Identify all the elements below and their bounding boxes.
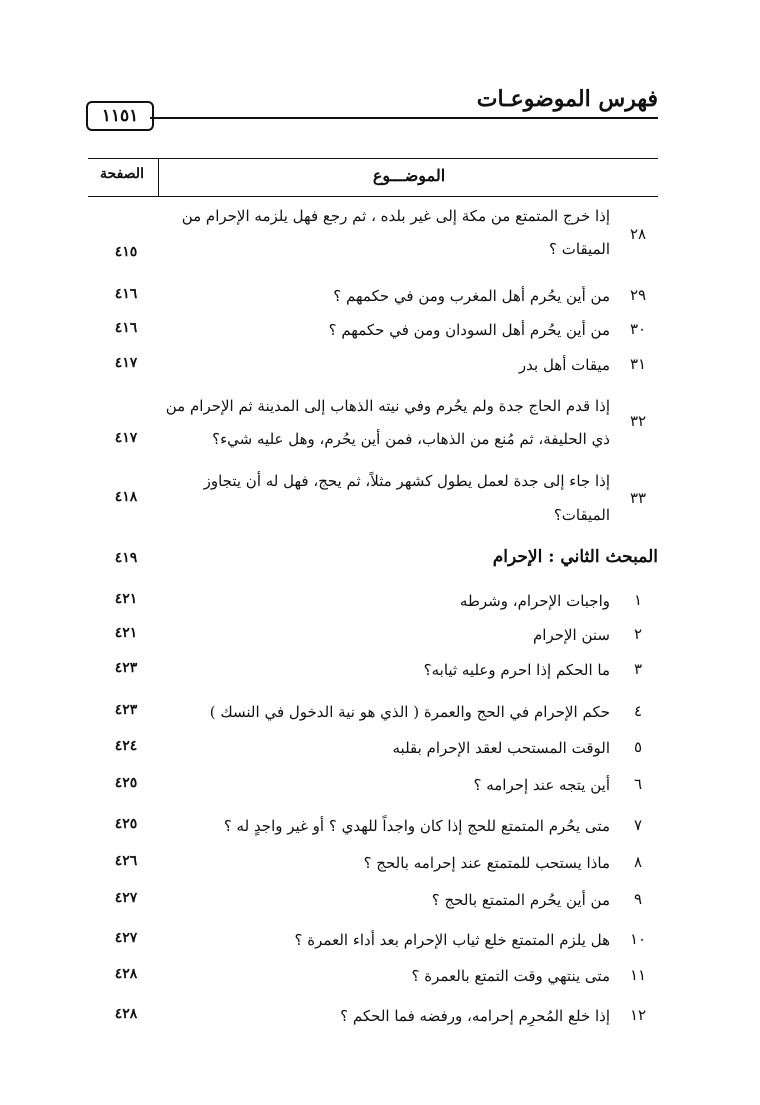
row-text-line: الميقات؟ bbox=[553, 506, 610, 524]
row-number: ٥ bbox=[633, 738, 643, 756]
row-number: ٨ bbox=[633, 853, 643, 871]
row-text: حكم الإحرام في الحج والعمرة ( الذي هو نية الدخول في النسك ) bbox=[209, 703, 610, 721]
row-text: إذا خلع المُحرِم إحرامه، ورفضه فما الحكم ؟ bbox=[340, 1007, 610, 1025]
row-number: ٣ bbox=[633, 660, 643, 678]
section-page: ٤١٩ bbox=[114, 550, 138, 566]
row-text-line: إذا خرج المتمتع من مكة إلى غير بلده ، ثم رجع فهل يلزمه الإحرام من bbox=[181, 207, 610, 225]
row-page: ٤٢٧ bbox=[114, 930, 138, 946]
column-header-page: الصفحة bbox=[100, 166, 144, 182]
row-page: ٤٢٥ bbox=[114, 775, 138, 791]
page-number-box: ١١٥١ bbox=[86, 101, 154, 131]
column-header-topic: الموضـــوع bbox=[372, 166, 446, 185]
row-number: ٤ bbox=[633, 702, 643, 720]
row-number: ٣٣ bbox=[629, 489, 647, 507]
row-text: سنن الإحرام bbox=[532, 626, 610, 644]
row-page: ٤٢٨ bbox=[114, 966, 138, 982]
row-text: الوقت المستحب لعقد الإحرام بقلبه bbox=[392, 739, 610, 757]
table-header-column-divider bbox=[158, 158, 159, 196]
row-text-line: من أين يحُرم أهل السودان ومن في حكمهم ؟ bbox=[328, 321, 610, 339]
row-number: ٣١ bbox=[629, 355, 647, 373]
row-page: ٤٢٣ bbox=[114, 702, 138, 718]
row-number: ٢٨ bbox=[629, 225, 647, 243]
row-page: ٤١٧ bbox=[114, 355, 138, 371]
row-text-line: ميقات أهل بدر bbox=[518, 356, 610, 374]
row-number: ٦ bbox=[633, 775, 643, 793]
row-text: ماذا يستحب للمتمتع عند إحرامه بالحج ؟ bbox=[363, 854, 610, 872]
row-page: ٤٢١ bbox=[114, 591, 138, 607]
row-text: متى ينتهي وقت التمتع بالعمرة ؟ bbox=[411, 967, 610, 985]
running-header-title: فهرس الموضوعـات bbox=[476, 86, 658, 112]
row-page: ٤١٨ bbox=[114, 489, 138, 505]
row-number: ١٠ bbox=[629, 930, 647, 948]
section-heading: المبحث الثاني : الإحرام bbox=[492, 547, 658, 567]
row-number: ٩ bbox=[633, 890, 643, 908]
row-page: ٤٢٧ bbox=[114, 890, 138, 906]
row-page: ٤١٥ bbox=[114, 244, 138, 260]
row-text-line: الميقات ؟ bbox=[549, 240, 610, 258]
row-number: ١١ bbox=[629, 966, 647, 984]
table-header-bottom-rule bbox=[88, 196, 658, 197]
row-page: ٤٢٣ bbox=[114, 660, 138, 676]
row-page: ٤٢٤ bbox=[114, 738, 138, 754]
row-page: ٤٢٨ bbox=[114, 1006, 138, 1022]
row-page: ٤٢١ bbox=[114, 625, 138, 641]
row-text: من أين يحُرم المتمتع بالحج ؟ bbox=[431, 891, 610, 909]
row-number: ٧ bbox=[633, 816, 643, 834]
row-number: ١٢ bbox=[629, 1006, 647, 1024]
header-rule bbox=[150, 117, 658, 119]
row-page: ٤١٧ bbox=[114, 430, 138, 446]
row-page: ٤٢٥ bbox=[114, 816, 138, 832]
row-page: ٤١٦ bbox=[114, 320, 138, 336]
row-page: ٤٢٦ bbox=[114, 853, 138, 869]
row-number: ٢٩ bbox=[629, 286, 647, 304]
row-number: ٣٢ bbox=[629, 412, 647, 430]
row-text-line: ذي الحليفة، ثم مُنع من الذهاب، فمن أين يحُرم، وهل عليه شيء؟ bbox=[212, 430, 610, 448]
row-number: ١ bbox=[633, 591, 643, 609]
row-text: متى يحُرم المتمتع للحج إذا كان واجداً للهدي ؟ أو غير واجدٍ له ؟ bbox=[223, 817, 610, 835]
row-number: ٢ bbox=[633, 625, 643, 643]
row-number: ٣٠ bbox=[629, 320, 647, 338]
row-text: ما الحكم إذا احرم وعليه ثيابه؟ bbox=[423, 661, 610, 679]
row-text-line: إذا جاء إلى جدة لعمل يطول كشهر مثلاً، ثم يحج، فهل له أن يتجاوز bbox=[203, 472, 610, 490]
row-text: واجبات الإحرام، وشرطه bbox=[459, 592, 610, 610]
row-text: هل يلزم المتمتع خلع ثياب الإحرام بعد أداء العمرة ؟ bbox=[294, 931, 610, 949]
row-text-line: إذا قدم الحاج جدة ولم يحُرم وفي نيته الذهاب إلى المدينة ثم الإحرام من bbox=[165, 397, 610, 415]
row-page: ٤١٦ bbox=[114, 286, 138, 302]
table-header-top-rule bbox=[88, 158, 658, 159]
row-text-line: من أين يحُرم أهل المغرب ومن في حكمهم ؟ bbox=[333, 287, 610, 305]
row-text: أين يتجه عند إحرامه ؟ bbox=[473, 776, 610, 794]
